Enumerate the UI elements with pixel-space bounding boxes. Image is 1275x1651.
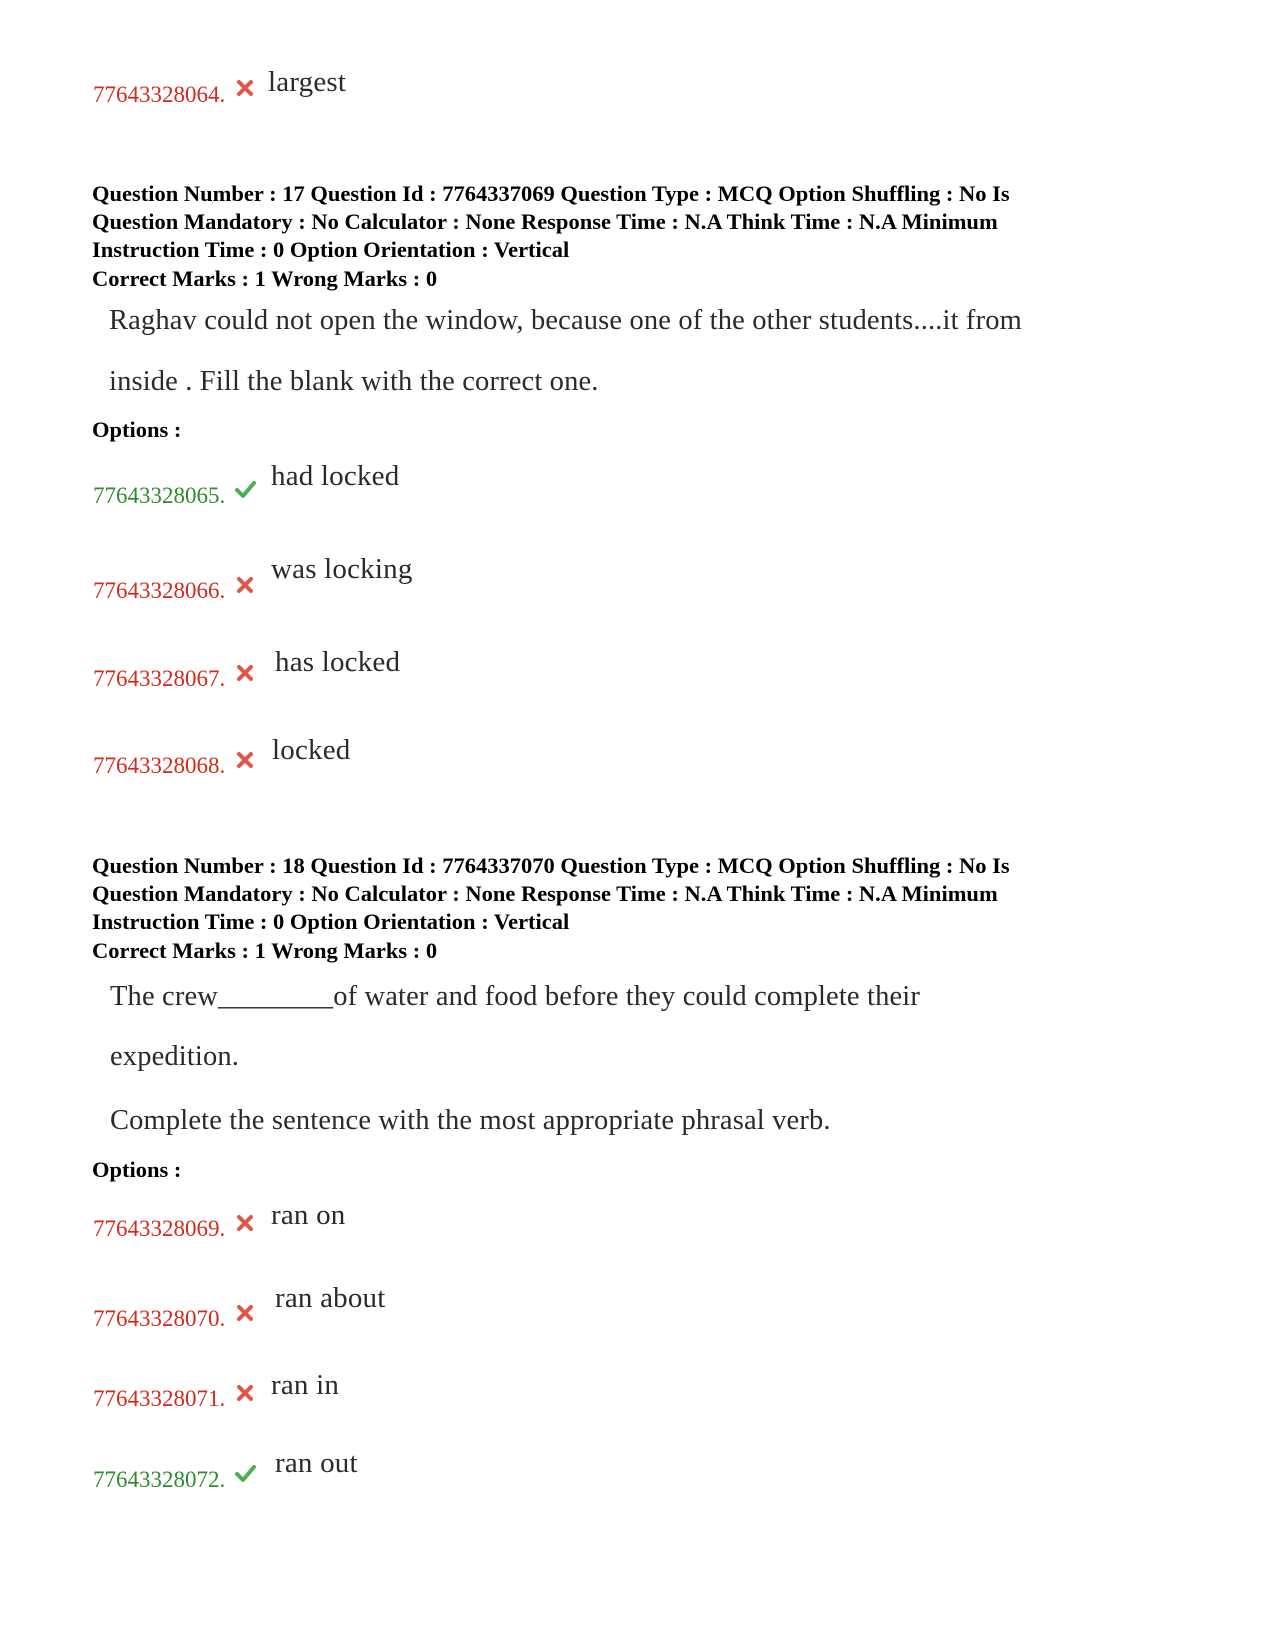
option-text: ran out (275, 1447, 358, 1479)
option-text: had locked (271, 460, 400, 492)
cross-icon (234, 77, 256, 99)
cross-icon (234, 1382, 256, 1404)
option-id: 77643328068. (93, 753, 226, 778)
question-17-text-line-1: Raghav could not open the window, because one of the other students....it from (109, 305, 1022, 336)
options-label: Options : (92, 1157, 182, 1182)
check-icon (234, 1462, 256, 1484)
option-text: ran in (271, 1369, 340, 1401)
option-id: 77643328066. (93, 578, 226, 603)
option-text: largest (268, 66, 347, 98)
option-id: 77643328069. (93, 1216, 226, 1241)
option-text: was locking (271, 553, 413, 585)
question-18-text-line-1: The crew________of water and food before they could complete their (110, 981, 920, 1012)
option-id: 77643328067. (93, 666, 226, 691)
option-id: 77643328065. (93, 483, 226, 508)
cross-icon (234, 749, 256, 771)
option-text: ran on (271, 1199, 346, 1231)
check-icon (234, 478, 256, 500)
cross-icon (234, 574, 256, 596)
cross-icon (234, 1212, 256, 1234)
cross-icon (234, 1302, 256, 1324)
option-id: 77643328072. (93, 1467, 226, 1492)
question-17-marks: Correct Marks : 1 Wrong Marks : 0 (92, 266, 438, 291)
question-18-text-line-3: Complete the sentence with the most appropriate phrasal verb. (110, 1105, 831, 1136)
question-17-text-line-2: inside . Fill the blank with the correct one. (109, 366, 599, 397)
option-text: has locked (275, 646, 401, 678)
question-18-meta: Question Number : 18 Question Id : 7764337070 Question Type : MCQ Option Shuffling : No Is Question Mandatory : No Calculator : None Response Time : N.A Think Time : N.A Minimum Instruction Time : 0 Option Orientation : Vertical (92, 853, 1010, 934)
option-id: 77643328070. (93, 1306, 226, 1331)
option-text: locked (272, 734, 351, 766)
option-text: ran about (275, 1282, 386, 1314)
question-17-meta: Question Number : 17 Question Id : 7764337069 Question Type : MCQ Option Shuffling : No Is Question Mandatory : No Calculator : None Response Time : N.A Think Time : N.A Minimum Instruction Time : 0 Option Orientation : Vertical (92, 181, 1010, 262)
option-id: 77643328064. (93, 82, 226, 107)
option-id: 77643328071. (93, 1386, 226, 1411)
cross-icon (234, 662, 256, 684)
options-label: Options : (92, 417, 182, 442)
question-18-text-line-2: expedition. (110, 1041, 240, 1072)
question-18-marks: Correct Marks : 1 Wrong Marks : 0 (92, 938, 438, 963)
